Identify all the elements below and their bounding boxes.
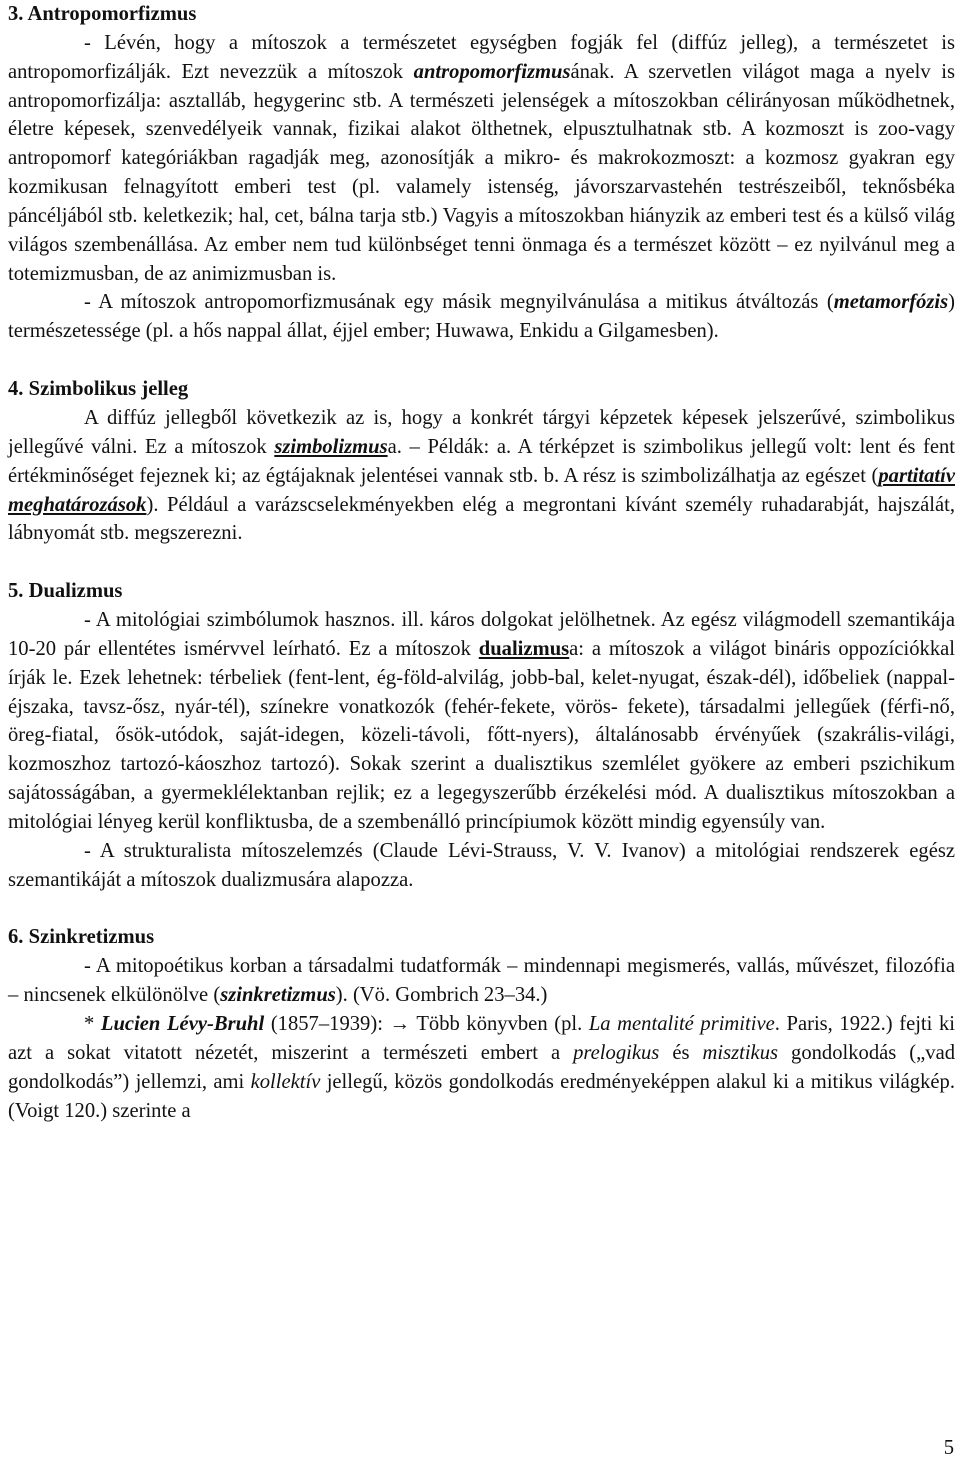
text: és bbox=[659, 1041, 703, 1064]
text: (1857–1939): → Több könyvben (pl. bbox=[264, 1013, 589, 1035]
text: * bbox=[84, 1013, 101, 1035]
text: jellegű, közös gondolkodás eredményeképpen alakul ki a mitikus világkép. (Voigt 120.) szerinte a bbox=[8, 1070, 955, 1122]
section-title: Szimbolikus jelleg bbox=[28, 378, 189, 401]
text: ) természetessége (pl. a hős nappal állat, éjjel ember; Huwawa, Enkidu a Gilgamesben). bbox=[8, 291, 955, 343]
text: - A mitológiai szimbólumok hasznos. ill. káros dolgokat jelölhetnek. Az egész világmodell szemantikája 10-20 pár ellentétes ismérvvel leírható. Ez a mítoszok bbox=[8, 609, 955, 660]
term-italic: misztikus bbox=[702, 1041, 779, 1064]
text: ). Például a varázscselekményekben elég a megrontani kívánt személy ruhadarabját, hajszálát, lábnyomát stb. megszerezni. bbox=[8, 493, 955, 545]
text: ának. A szervetlen világot maga a nyelv is antropomorfizálja: asztalláb, hegygerinc stb. A természeti jelenségek a mítoszokban célirányosan működhetnek, életre képesek, szenvedélyeik vannak, fizikai alakot ölthetnek, elpusztulhatnak stb. A kozmoszt is zoo-vagy antropomorf kategóriákban ragadják meg, azonosítják a mikro- és makrokozmoszt: a kozmosz gyakran egy kozmikusan felnagyított emberi test (pl. valamely istenség, jávorszarvastehén testrészeiből, teknősbéka páncéljából stb. keletkezik; hal, cet, bálna tarja stb.) Vagyis a mítoszokban hiányzik az emberi test és a külső világ világos szembenállása. Az ember nem tud különbséget tenni önmaga és a természet között – ez nyilvánul meg a totemizmusban, de az animizmusban is. bbox=[8, 60, 955, 285]
section-heading bbox=[8, 577, 955, 606]
paragraph bbox=[8, 837, 955, 895]
term-emphasis: szinkretizmus bbox=[220, 984, 336, 1007]
term-italic: kollektív bbox=[250, 1070, 321, 1093]
text: - A strukturalista mítoszelemzés (Claude Lévi-Strauss, V. V. Ivanov) a mitológiai rendszerek egész szemantikáját a mítoszok dualizmusára alapozza. bbox=[8, 839, 955, 891]
section-title: Antropomorfizmus bbox=[27, 3, 197, 25]
paragraph bbox=[8, 288, 955, 346]
section-heading bbox=[8, 375, 955, 404]
section-number: 4. bbox=[8, 378, 24, 401]
paragraph bbox=[8, 952, 955, 1010]
term-emphasis: partitatív meghatározások bbox=[8, 464, 955, 516]
book-title: La mentalité primitive bbox=[588, 1013, 775, 1035]
text: . Paris, 1922.) fejti ki azt a sokat vitatott nézetét, miszerint a természeti embert a bbox=[8, 1013, 955, 1064]
paragraph bbox=[8, 404, 955, 548]
page-number: 5 bbox=[943, 1437, 954, 1459]
section-title: Szinkretizmus bbox=[28, 926, 155, 949]
term-emphasis: metamorfózis bbox=[833, 291, 949, 314]
paragraph bbox=[8, 606, 955, 837]
term-emphasis: szimbolizmus bbox=[274, 435, 388, 458]
section-heading bbox=[8, 923, 955, 952]
term-emphasis: antropomorfizmus bbox=[413, 60, 571, 83]
text: A diffúz jellegből következik az is, hogy a konkrét tárgyi képzetek képesek jelszerűvé, szimbolikus jellegűvé válni. Ez a mítoszok bbox=[8, 406, 955, 458]
text: ). (Vö. Gombrich 23–34.) bbox=[335, 984, 548, 1007]
text: a. – Példák: a. A térképzet is szimbolikus jellegű volt: lent és fent értékminőséget fejeznek ki; az égtájaknak jelentései vannak stb. b. A rész is szimbolizálhatja az egészet ( bbox=[8, 435, 955, 487]
spacer bbox=[8, 894, 955, 923]
section-heading bbox=[8, 0, 955, 29]
paragraph bbox=[8, 1010, 955, 1125]
term-emphasis: dualizmus bbox=[478, 637, 570, 660]
section-number: 5. bbox=[8, 580, 24, 603]
spacer bbox=[8, 346, 955, 375]
text: - A mítoszok antropomorfizmusának egy másik megnyilvánulása a mitikus átváltozás ( bbox=[84, 291, 834, 314]
section-title: Dualizmus bbox=[28, 580, 123, 603]
text: a: a mítoszok a világot bináris oppozíciókkal írják le. Ezek lehetnek: térbeliek (fent-lent, ég-föld-alvilág, jobb-bal, kelet-nyugat, észak-dél), időbeliek (nappal- éjszaka, tavsz-ősz, nyár-tél), színekre vonatkozók (fehér-fekete, vörös- fekete), társadalmi jellegűek (férfi-nő, öreg-fiatal, ősök-utódok, saját-idegen, közeli-távoli, főtt-nyers), általánosabb érvényűek (szakrális-világi, kozmoszhoz tartozó-káoszhoz tartozó). Sokak szerint a dualisztikus szemlélet gyökere az emberi pszichikum sajátosságában, a gyermeklélektanban rejlik; ez a legegyszerűbb érzékelési mód. A dualisztikus mítoszokban a mitológiai lényeg kerül konfliktusba, de a szembenálló princípiumok között mindig egyensúly van. bbox=[8, 637, 955, 833]
text: - A mitopoétikus korban a társadalmi tudatformák – mindennapi megismerés, vallás, művészet, filozófia – nincsenek elkülönölve ( bbox=[8, 955, 955, 1007]
section-dualizmus bbox=[8, 577, 955, 894]
paragraph bbox=[8, 29, 955, 289]
term-italic: prelogikus bbox=[573, 1041, 660, 1064]
section-antropomorfizmus bbox=[8, 0, 955, 346]
author-name: Lucien Lévy-Bruhl bbox=[100, 1013, 265, 1035]
section-number: 6. bbox=[8, 926, 24, 949]
section-szinkretizmus bbox=[8, 923, 955, 1125]
section-number: 3. bbox=[8, 3, 24, 25]
section-szimbolikus-jelleg bbox=[8, 375, 955, 548]
spacer bbox=[8, 548, 955, 577]
text: gondolkodás („vad gondolkodás”) jellemzi, ami bbox=[8, 1041, 956, 1093]
text: - Lévén, hogy a mítoszok a természetet egységben fogják fel (diffúz jelleg), a természetet is antropomorfizálják. Ezt nevezzük a mítoszok bbox=[8, 31, 955, 83]
